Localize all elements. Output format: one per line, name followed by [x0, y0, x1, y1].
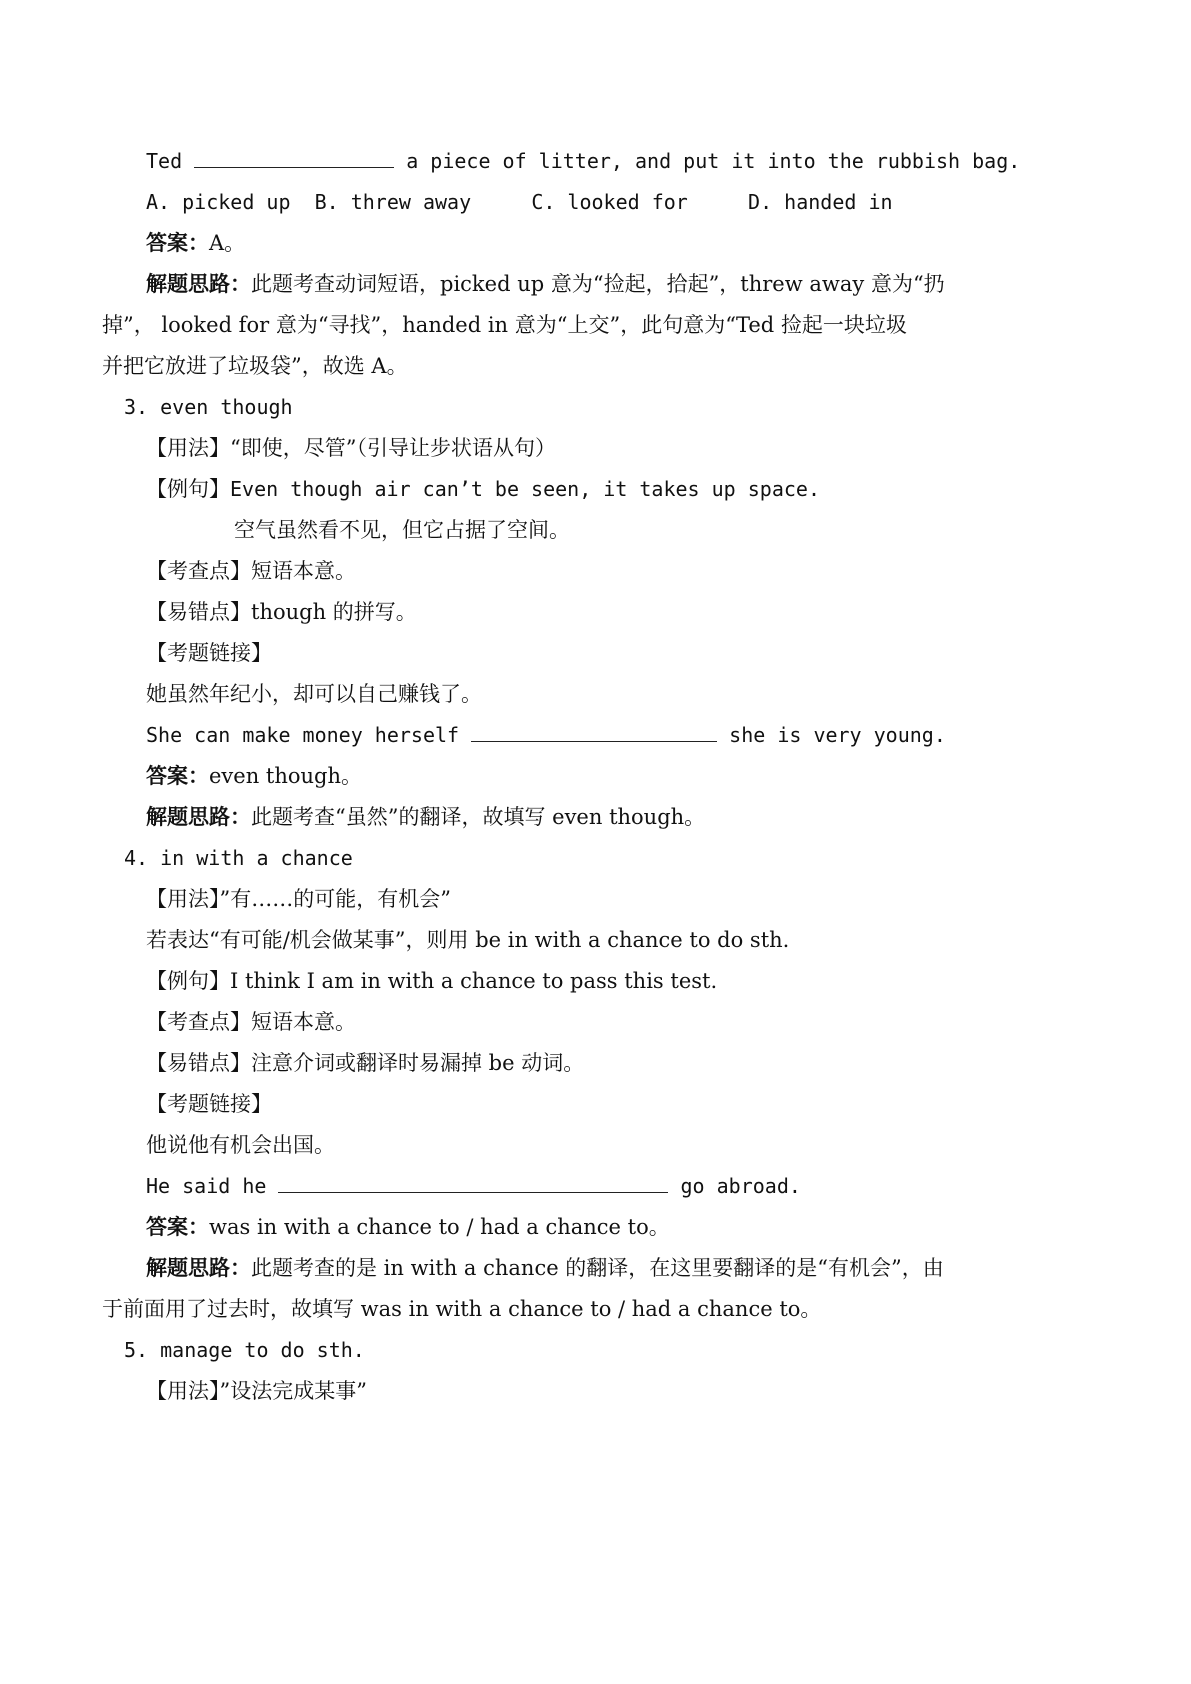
section-4-question-chinese: 他说他有机会出国。	[146, 1133, 335, 1157]
section-3-test-point: 【考查点】短语本意。	[146, 559, 356, 583]
section-5-usage: 【用法】”设法完成某事”	[146, 1379, 367, 1403]
section-3-example	[146, 476, 820, 506]
section-4-analysis-line-1	[146, 1255, 944, 1285]
section-4-error-point: 【易错点】注意介词或翻译时易漏掉 be 动词。	[146, 1051, 585, 1075]
q2-blank	[194, 149, 394, 168]
question-start: He said he	[146, 1174, 279, 1198]
section-3-link: 【考题链接】	[146, 641, 272, 665]
answer-label: 答案：	[146, 763, 209, 788]
question-blank	[471, 723, 717, 742]
question-start: She can make money herself	[146, 723, 472, 747]
section-4-usage: 【用法】”有……的可能，有机会”	[146, 887, 451, 911]
question-end: she is very young.	[717, 723, 946, 747]
section-3-usage: 【用法】“即使，尽管”（引导让步状语从句）	[146, 436, 556, 460]
q2-analysis-line-1	[146, 271, 945, 301]
answer-label: 答案：	[146, 1214, 209, 1239]
q2-answer	[146, 230, 245, 260]
section-3-example-translation: 空气虽然看不见，但它占据了空间。	[234, 518, 570, 542]
section-3-heading: 3. even though	[124, 395, 293, 419]
section-3-error-point: 【易错点】though 的拼写。	[146, 600, 417, 624]
q2-analysis-line-2: 掉”， looked for 意为“寻找”，handed in 意为“上交”，此句意为“Ted 捡起一块垃圾	[102, 313, 907, 337]
q2-options: A. picked up B. threw away C. looked for D. handed in	[146, 190, 893, 214]
section-4-question	[146, 1173, 801, 1203]
analysis-label: 解题思路：	[146, 1255, 251, 1280]
q2-sentence-start: Ted	[146, 149, 195, 173]
analysis-text: 此题考查的是 in with a chance 的翻译，在这里要翻译的是“有机会”，由	[251, 1256, 944, 1280]
analysis-text: 此题考查“虽然”的翻译，故填写 even though。	[251, 805, 706, 829]
section-4-answer	[146, 1214, 670, 1244]
question-end: go abroad.	[668, 1174, 801, 1198]
section-4-heading: 4. in with a chance	[124, 846, 353, 870]
example-english: Even though air can’t be seen, it takes up space.	[230, 477, 821, 501]
answer-text: was in with a chance to / had a chance to。	[209, 1215, 670, 1239]
answer-text: even though。	[209, 764, 363, 788]
example-label: 【例句】	[146, 477, 230, 501]
q2-analysis-line-3: 并把它放进了垃圾袋”，故选 A。	[102, 354, 408, 378]
section-4-link: 【考题链接】	[146, 1092, 272, 1116]
question-blank	[278, 1174, 668, 1193]
q2-sentence	[146, 148, 1020, 178]
analysis-label: 解题思路：	[146, 804, 251, 829]
q2-sentence-end: a piece of litter, and put it into the rubbish bag.	[394, 149, 1021, 173]
section-4-usage-note: 若表达“有可能/机会做某事”，则用 be in with a chance to do sth.	[146, 928, 790, 952]
analysis-text: 此题考查动词短语，picked up 意为“捡起，拾起”，threw away 意为“扔	[251, 272, 945, 296]
section-3-analysis	[146, 804, 705, 834]
answer-text: A。	[209, 231, 246, 255]
analysis-label: 解题思路：	[146, 271, 251, 296]
section-3-question-chinese: 她虽然年纪小，却可以自己赚钱了。	[146, 682, 482, 706]
section-3-question	[146, 722, 946, 752]
section-4-example: 【例句】I think I am in with a chance to pass this test.	[146, 969, 718, 993]
section-4-analysis-line-2: 于前面用了过去时，故填写 was in with a chance to / had a chance to。	[102, 1297, 822, 1321]
section-4-test-point: 【考查点】短语本意。	[146, 1010, 356, 1034]
section-3-answer	[146, 763, 362, 793]
answer-label: 答案：	[146, 230, 209, 255]
section-5-heading: 5. manage to do sth.	[124, 1338, 365, 1362]
